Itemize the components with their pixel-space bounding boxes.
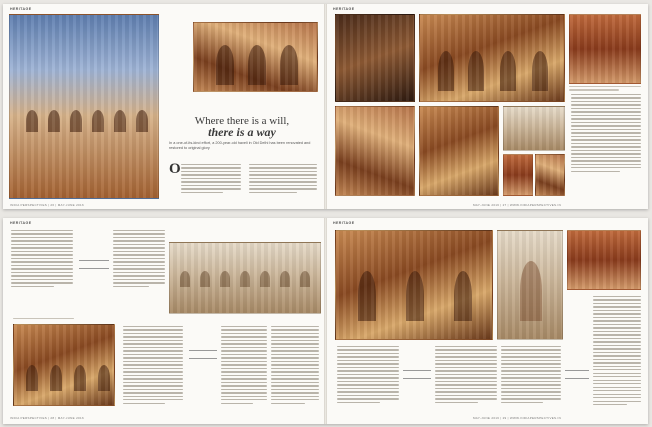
- body-text-col7: [221, 326, 267, 406]
- spine: [324, 4, 327, 209]
- pull-quote-3: [403, 368, 431, 380]
- photo-caption-top: [569, 86, 641, 93]
- haveli-courtyard-photo: [9, 14, 159, 199]
- footer-p29: MAY-JUNE 2016 | 29 | WWW.INDIAPERSPECTIVES.IN: [473, 416, 562, 420]
- haveli-facade-photo: [169, 242, 321, 314]
- corridor-photo: [497, 230, 563, 340]
- lounge-photo: [503, 106, 565, 151]
- footer-p27: MAY-JUNE 2016 | 27 | WWW.INDIAPERSPECTIVES.IN: [473, 203, 562, 207]
- pull-quote-2: [189, 348, 217, 360]
- body-text-col1: [181, 164, 241, 195]
- body-text-col11: [501, 346, 561, 405]
- body-text-col8: [271, 326, 319, 406]
- painted-ceiling-photo: [567, 230, 641, 290]
- body-text-col2: [249, 164, 317, 195]
- drop-cap: O: [169, 161, 181, 177]
- couple-portrait-photo: [335, 14, 415, 102]
- pull-quote-4: [565, 368, 589, 380]
- section-label-p29: HERITAGE: [333, 221, 355, 225]
- article-deck: In a one-of-its-kind effort, a 200-year-old haveli in Old Delhi has been renovated and restored to original glory: [169, 141, 311, 150]
- inner-courtyard-photo: [13, 324, 115, 406]
- body-text-col6: [123, 326, 183, 406]
- top-spread: [3, 4, 648, 209]
- bedroom-photo: [419, 106, 499, 196]
- footer-p28: INDIA PERSPECTIVES | 28 | MAY-JUNE 2016: [10, 416, 84, 420]
- staircase-detail-photo: [569, 14, 641, 84]
- body-text-col4: [11, 230, 73, 289]
- body-text-col9: [337, 346, 399, 405]
- section-label-p26: HERITAGE: [10, 7, 32, 11]
- body-text-col3: [571, 94, 641, 174]
- pull-quote-1: [79, 258, 109, 270]
- courtyard-arches-photo: [419, 14, 565, 102]
- dining-hall-photo: [335, 106, 415, 196]
- photo-caption-bottom: [13, 318, 115, 321]
- body-text-col10: [435, 346, 497, 405]
- section-label-p27: HERITAGE: [333, 7, 355, 11]
- window-detail-photo: [535, 154, 565, 196]
- body-text-col12: [593, 296, 641, 408]
- spine: [324, 218, 327, 424]
- doorway-detail-photo: [503, 154, 533, 196]
- bottom-spread: [3, 218, 648, 424]
- headline-line1: Where there is a will,: [194, 115, 290, 127]
- headline-line2: there is a way: [208, 125, 276, 139]
- arched-doorway-photo: [193, 22, 318, 92]
- article-headline: [167, 116, 317, 138]
- restored-chamber-photo: [335, 230, 493, 340]
- section-label-p28: HERITAGE: [10, 221, 32, 225]
- footer-p26: INDIA PERSPECTIVES | 26 | MAY-JUNE 2016: [10, 203, 84, 207]
- body-text-col5: [113, 230, 165, 289]
